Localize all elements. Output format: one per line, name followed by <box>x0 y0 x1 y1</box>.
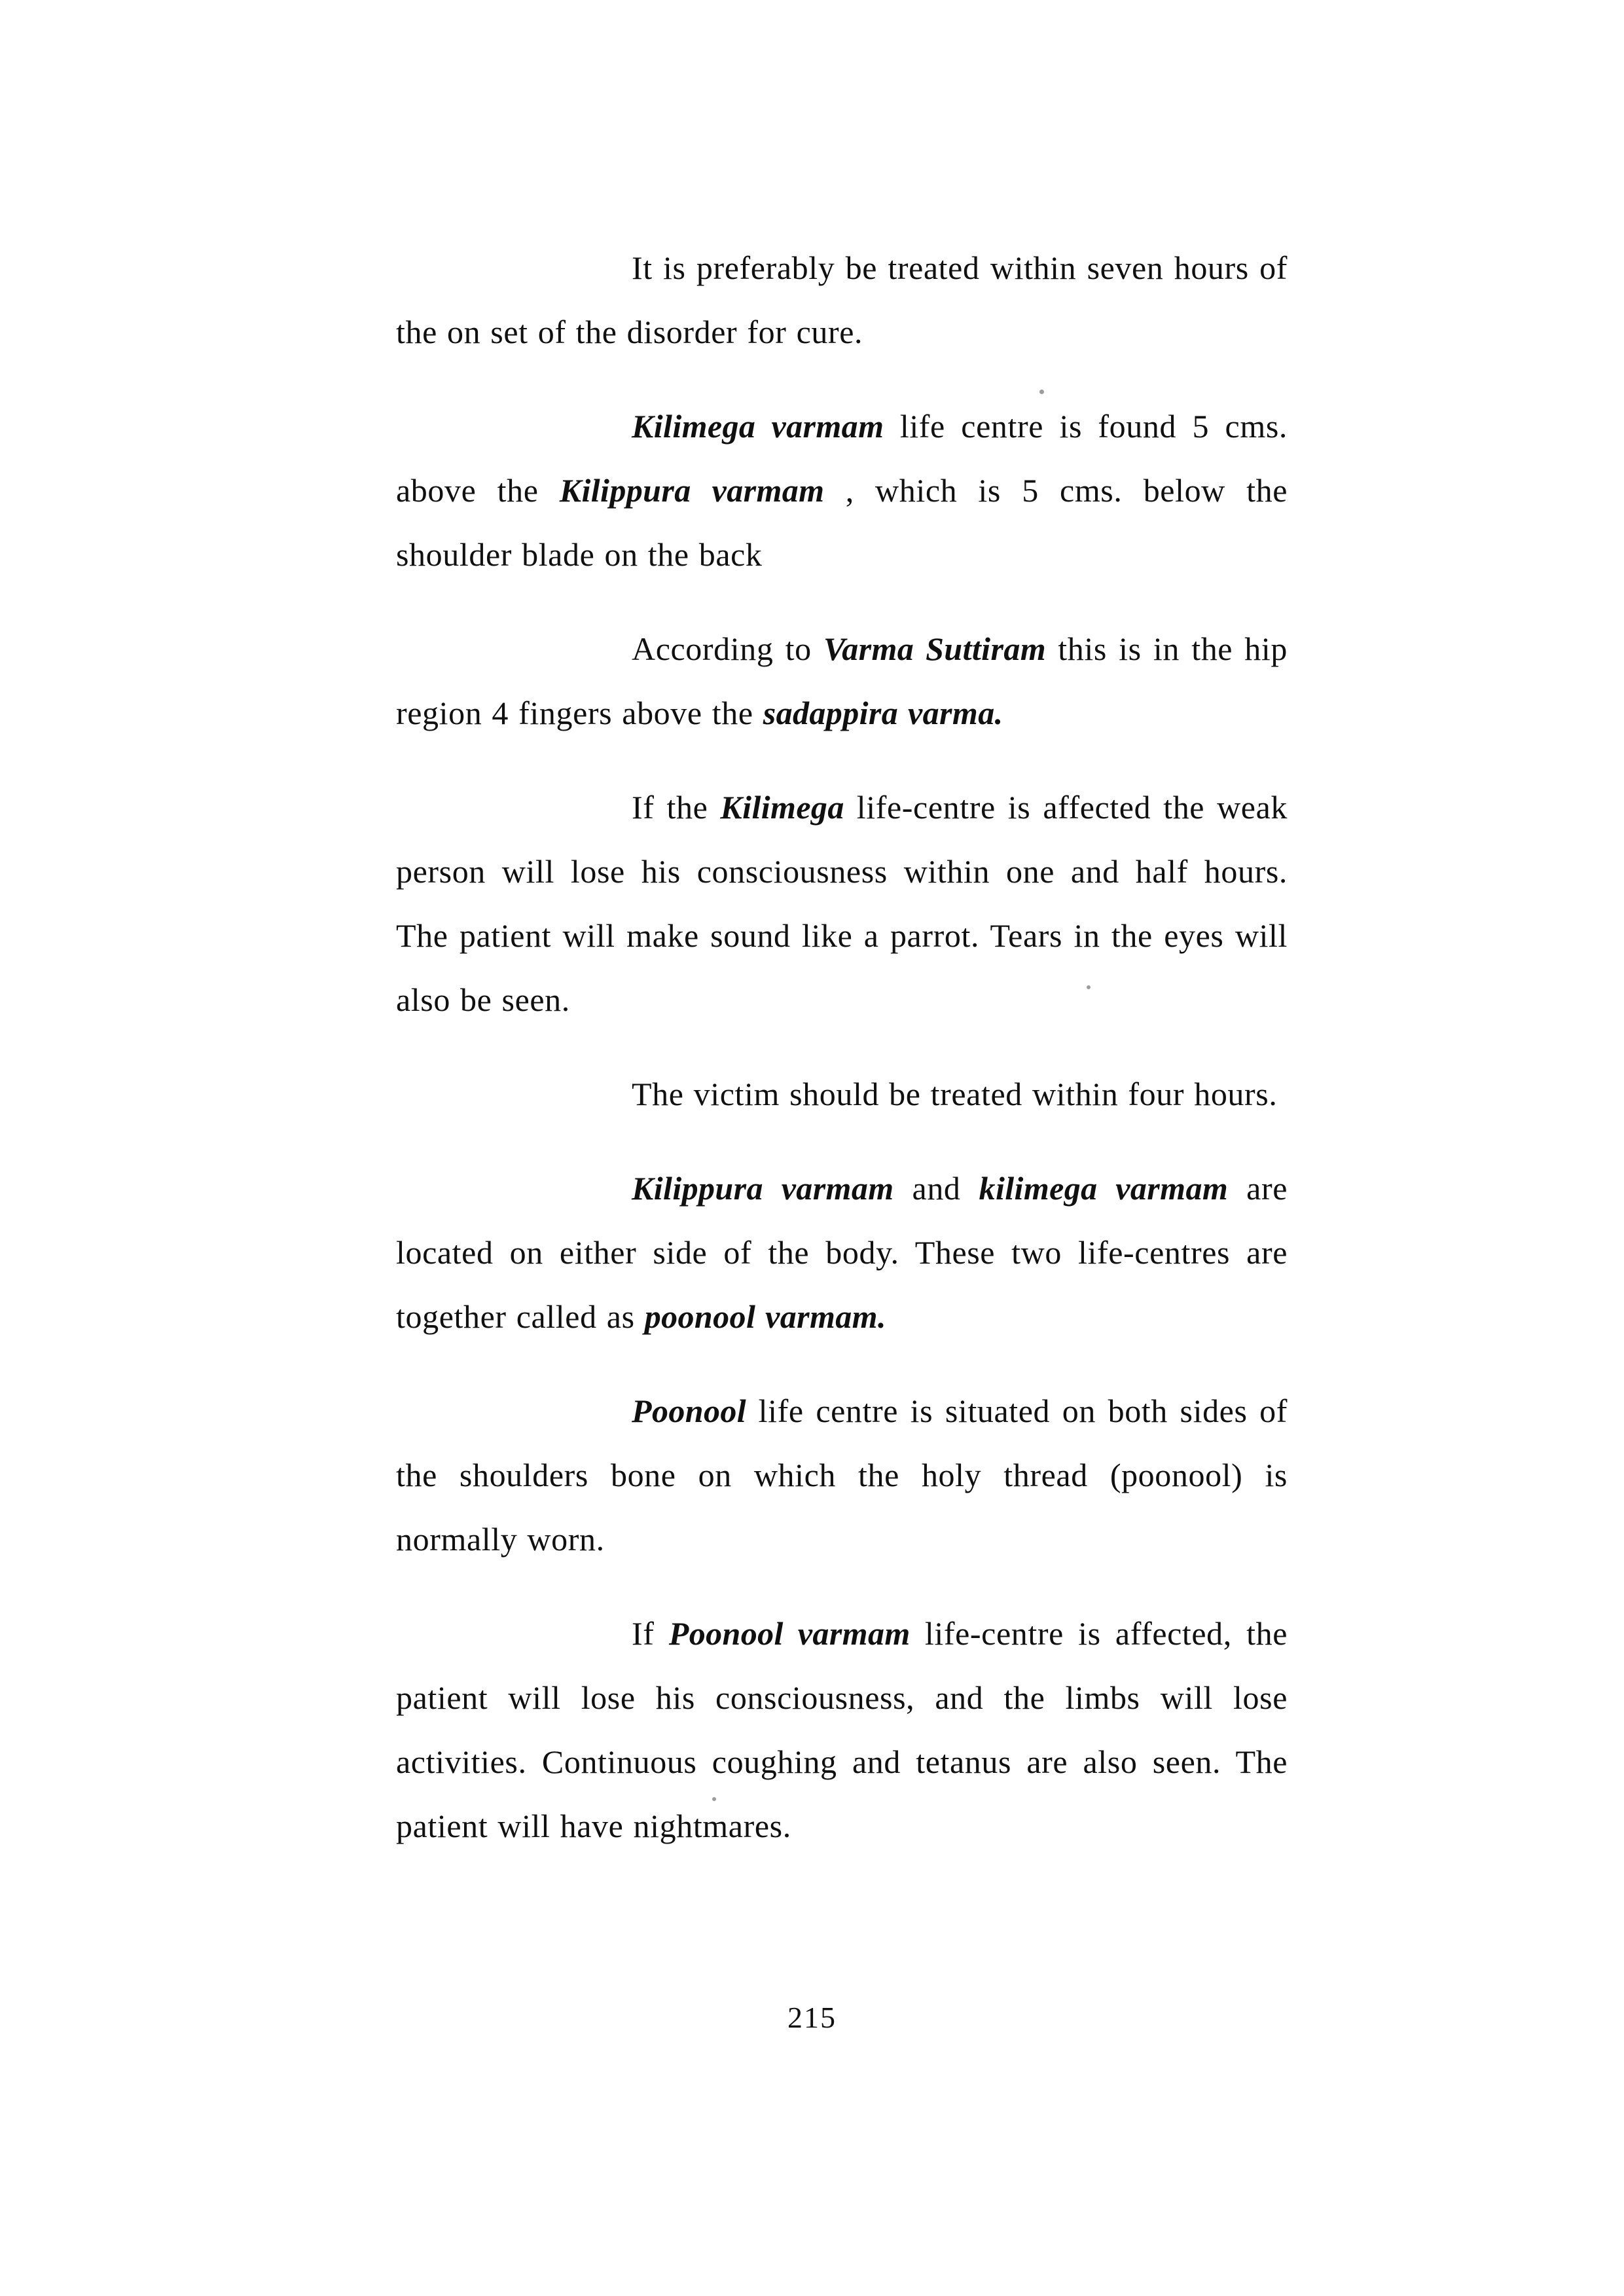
italic-term: Poonool varmam <box>668 1615 911 1652</box>
text-run: this is in the hip region 4 fingers above the <box>396 630 1288 731</box>
paragraph <box>396 1379 1288 1571</box>
text-run: If the <box>632 789 721 826</box>
text-run: life-centre is affected the weak person will lose his consciousness within one and half hours. The patient will make sound like a parrot. Tears in the eyes will also be seen. <box>396 789 1288 1018</box>
paragraph <box>396 1062 1288 1126</box>
scan-speck <box>1087 985 1091 989</box>
text-run: life centre is situated on both sides of the shoulders bone on which the holy thread (poonool) is normally worn. <box>396 1393 1288 1558</box>
italic-term: Kilippura varmam <box>559 472 825 509</box>
italic-term: Kilimega varmam <box>632 408 884 445</box>
page-number: 215 <box>787 2001 837 2034</box>
italic-term: poonool varmam. <box>644 1298 886 1335</box>
paragraph <box>396 1601 1288 1858</box>
paragraph <box>396 1156 1288 1349</box>
italic-term: Kilimega <box>720 789 844 826</box>
paragraph <box>396 236 1288 364</box>
text-run: life centre is found 5 cms. above the <box>396 408 1288 509</box>
text-run: It is preferably be treated within seven hours of the on set of the disorder for cure. <box>396 249 1288 350</box>
italic-term: Poonool <box>632 1393 747 1429</box>
text-run: If <box>632 1615 669 1652</box>
text-run: are located on either side of the body. These two life-centres are together called as <box>396 1170 1288 1335</box>
page-body-text <box>396 236 1288 1858</box>
text-run: The victim should be treated within four hours. <box>632 1076 1278 1112</box>
text-run: , which is 5 cms. below the shoulder blade on the back <box>396 472 1288 573</box>
italic-term: sadappira varma. <box>763 695 1003 731</box>
scan-speck <box>1039 390 1044 394</box>
paragraph <box>396 394 1288 587</box>
italic-term: Kilippura varmam <box>632 1170 894 1207</box>
paragraph <box>396 617 1288 745</box>
text-run: According to <box>632 630 823 667</box>
text-run: life-centre is affected, the patient will lose his consciousness, and the limbs will lose activities. Continuous coughing and tetanus are also seen. The patient will have nightmares. <box>396 1615 1288 1844</box>
scan-speck <box>712 1797 716 1801</box>
paragraph <box>396 775 1288 1032</box>
text-run: and <box>893 1170 979 1207</box>
italic-term: kilimega varmam <box>979 1170 1229 1207</box>
italic-term: Varma Suttiram <box>823 630 1047 667</box>
